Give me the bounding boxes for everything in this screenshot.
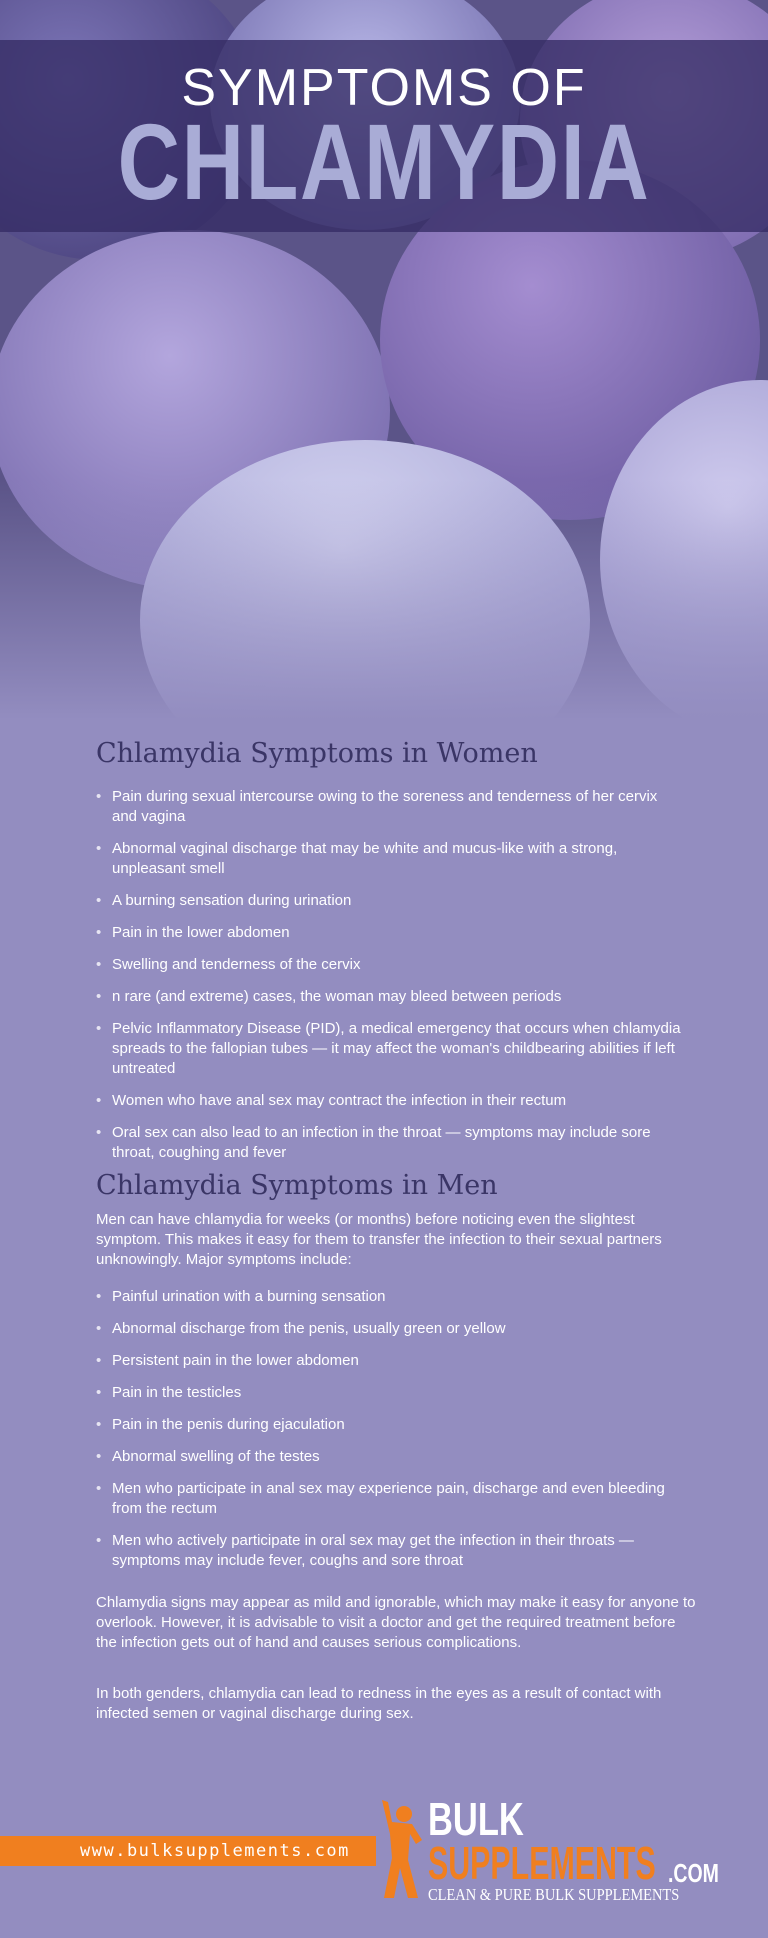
title-line2: CHLAMYDIA	[117, 101, 651, 222]
women-heading: Chlamydia Symptoms in Women	[96, 738, 538, 769]
hero-fade	[0, 480, 768, 720]
logo-bulk: BULK	[428, 1793, 524, 1845]
logo-tagline: CLEAN & PURE BULK SUPPLEMENTS	[428, 1885, 680, 1904]
men-symptom-list	[96, 1287, 686, 1583]
title-line1: SYMPTOMS OF	[181, 59, 587, 117]
list-item: • n rare (and extreme) cases, the woman may bleed between periods	[96, 987, 686, 1007]
list-item: • Pain in the penis during ejaculation	[96, 1415, 686, 1435]
list-item: • Pelvic Inflammatory Disease (PID), a medical emergency that occurs when chlamydia spreads to the fallopian tubes — it may affect the woman's childbearing abilities if left untreated	[96, 1019, 686, 1079]
list-item: • Abnormal vaginal discharge that may be white and mucus-like with a strong, unpleasant smell	[96, 839, 686, 879]
list-item: • Pain during sexual intercourse owing to the soreness and tenderness of her cervix and vagina	[96, 787, 686, 827]
website-link[interactable]: www.bulksupplements.com	[80, 1841, 350, 1861]
logo-com: .COM	[668, 1858, 719, 1888]
list-item: • Pain in the testicles	[96, 1383, 686, 1403]
list-item: • Persistent pain in the lower abdomen	[96, 1351, 686, 1371]
list-item: • Painful urination with a burning sensation	[96, 1287, 686, 1307]
list-item: • Abnormal swelling of the testes	[96, 1447, 686, 1467]
list-item: • Abnormal discharge from the penis, usually green or yellow	[96, 1319, 686, 1339]
logo-supplements: SUPPLEMENTS	[428, 1837, 656, 1889]
women-symptom-list	[96, 787, 686, 1175]
list-item: • Men who participate in anal sex may experience pain, discharge and even bleeding from the rectum	[96, 1479, 686, 1519]
list-item: • Women who have anal sex may contract the infection in their rectum	[96, 1091, 686, 1111]
men-outro-1: Chlamydia signs may appear as mild and ignorable, which may make it easy for anyone to overlook. However, it is advisable to visit a doctor and get the required treatment before the infection gets out of hand and causes serious complications.	[96, 1594, 696, 1651]
men-outro-2: In both genders, chlamydia can lead to redness in the eyes as a result of contact with infected semen or vaginal discharge during sex.	[96, 1685, 662, 1722]
list-item: • Oral sex can also lead to an infection in the throat — symptoms may include sore throat, coughing and fever	[96, 1123, 686, 1163]
men-heading: Chlamydia Symptoms in Men	[96, 1170, 498, 1201]
men-intro: Men can have chlamydia for weeks (or months) before noticing even the slightest symptom. This makes it easy for them to transfer the infection to their sexual partners unknowingly. Major symptoms include:	[96, 1211, 662, 1268]
list-item: • Pain in the lower abdomen	[96, 923, 686, 943]
list-item: • Men who actively participate in oral sex may get the infection in their throats — symptoms may include fever, coughs and sore throat	[96, 1531, 686, 1571]
list-item: • Swelling and tenderness of the cervix	[96, 955, 686, 975]
person-logo-icon	[378, 1800, 426, 1900]
list-item: • A burning sensation during urination	[96, 891, 686, 911]
